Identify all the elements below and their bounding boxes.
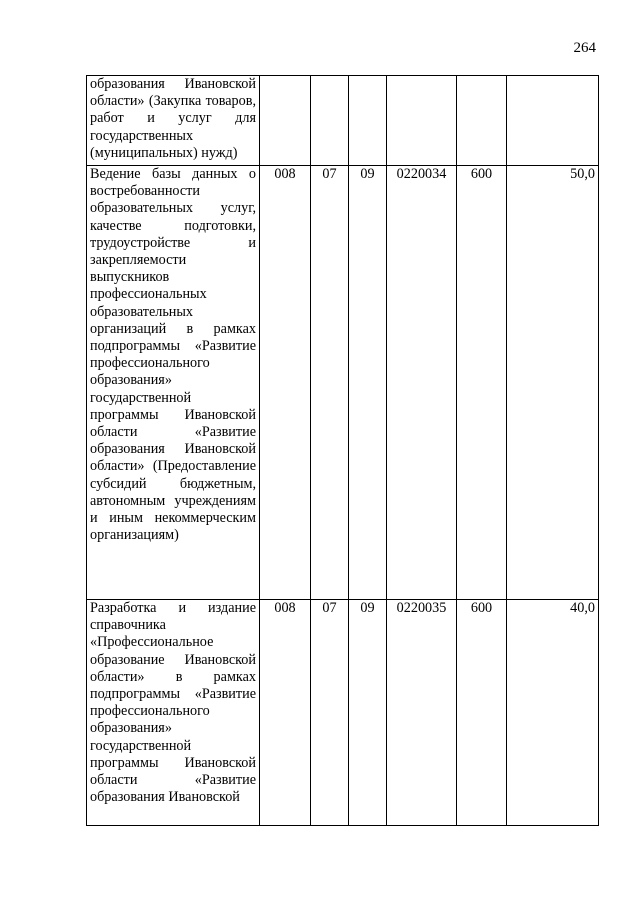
subsection-code-cell: 09 xyxy=(349,600,387,826)
row-name: Разработка и издание справочника «Профессиональное образование Ивановской области» в рамках подпрограммы «Развитие профессионального образования» государственной программы Ивановской области «Развитие образования Ивановской xyxy=(90,600,256,806)
expense-type-code-cell xyxy=(457,76,507,166)
table-row xyxy=(87,600,599,826)
expense-type-code-cell: 600 xyxy=(457,600,507,826)
section-code-cell xyxy=(311,76,349,166)
amount-cell: 40,0 xyxy=(507,600,599,826)
ministry-code-cell: 008 xyxy=(260,166,311,600)
amount-cell: 50,0 xyxy=(507,166,599,600)
target-item-code-cell xyxy=(387,76,457,166)
target-item-code-cell: 0220034 xyxy=(387,166,457,600)
table-row xyxy=(87,166,599,600)
section-code-cell: 07 xyxy=(311,600,349,826)
budget-table xyxy=(86,75,599,826)
row-name-cell xyxy=(87,600,260,826)
subsection-code-cell: 09 xyxy=(349,166,387,600)
ministry-code-cell: 008 xyxy=(260,600,311,826)
section-code-cell: 07 xyxy=(311,166,349,600)
page-number: 264 xyxy=(573,40,596,56)
amount-cell xyxy=(507,76,599,166)
ministry-code-cell xyxy=(260,76,311,166)
target-item-code-cell: 0220035 xyxy=(387,600,457,826)
expense-type-code-cell: 600 xyxy=(457,166,507,600)
table-row xyxy=(87,76,599,166)
subsection-code-cell xyxy=(349,76,387,166)
row-name-cell xyxy=(87,166,260,600)
row-name: Ведение базы данных о востребованности образовательных услуг, качестве подготовки, трудоустройстве и закрепляемости выпускников профессиональных образовательных организаций в рамках подпрограммы «Развитие профессионального образования» государственной программы Ивановской области «Развитие образования Ивановской области» (Предоставление субсидий бюджетным, автономным учреждениям и иным некоммерческим организациям) xyxy=(90,166,256,544)
row-name-cell xyxy=(87,76,260,166)
row-name: образования Ивановской области» (Закупка товаров, работ и услуг для государственных (муниципальных) нужд) xyxy=(90,76,256,161)
